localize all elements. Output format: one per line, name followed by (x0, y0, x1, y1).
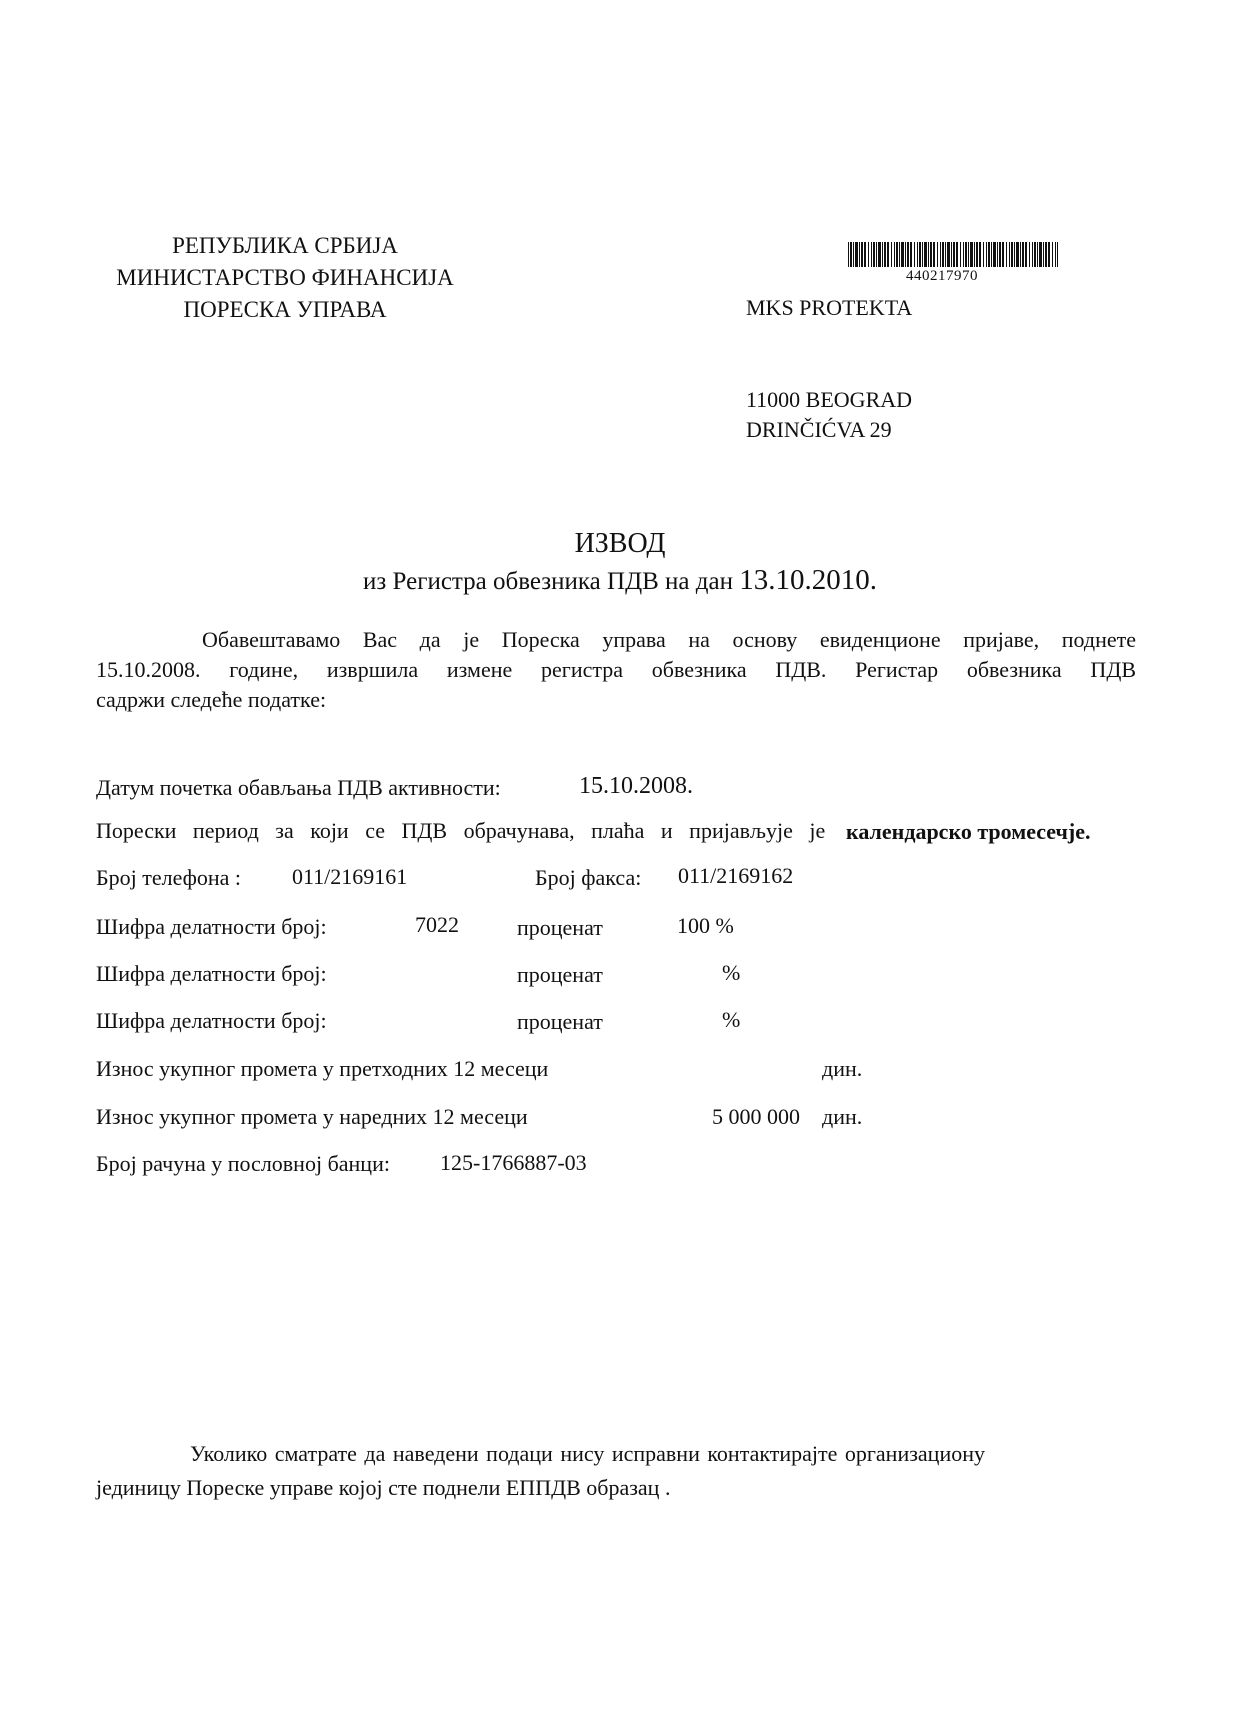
start-date-value: 15.10.2008. (579, 773, 693, 799)
recipient-city: 11000 BEOGRAD (746, 387, 913, 412)
turnover-next-label: Износ укупног промета у наредних 12 месеци (96, 1104, 528, 1129)
tax-period-value: календарско тромесечје. (846, 819, 1091, 844)
sender-line-republic: РЕПУБЛИКА СРБИЈА (172, 233, 398, 258)
document-subtitle (0, 564, 1240, 597)
footer-line-2: јединицу Пореске управе којој сте поднели ЕППДВ образац . (96, 1475, 671, 1500)
activity-row-2-percent-value: % (722, 960, 741, 985)
activity-row-1-label: Шифра делатности број: (96, 914, 327, 939)
turnover-prev-unit: дин. (822, 1056, 863, 1081)
activity-row-3-percent-label: проценат (517, 1009, 603, 1034)
activity-row-1-percent-label: проценат (517, 915, 603, 940)
start-date-label: Датум почетка обављања ПДВ активности: (96, 775, 501, 800)
barcode-icon (848, 242, 1058, 267)
sender-line-ministry: МИНИСТАРСТВО ФИНАНСИЈА (116, 265, 454, 290)
fax-value: 011/2169162 (678, 863, 794, 888)
tax-period-label: Порески период за који се ПДВ обрачунава, плаћа и пријављује је (96, 818, 826, 843)
subtitle-text: из Регистра обвезника ПДВ на дан (363, 568, 733, 595)
turnover-next-unit: дин. (822, 1104, 863, 1129)
footer-paragraph (96, 1437, 1100, 1505)
bank-account-label: Број рачуна у пословној банци: (96, 1151, 390, 1176)
turnover-prev-label: Износ укупног промета у претходних 12 месеци (96, 1056, 549, 1081)
phone-label: Број телефона : (96, 865, 242, 890)
recipient-name: MKS PROTEKTA (746, 295, 913, 320)
footer-line-1: Уколико сматрате да наведени подаци нису исправни контактирајте организациону (190, 1441, 985, 1466)
turnover-next-value: 5 000 000 (712, 1104, 800, 1129)
phone-value: 011/2169161 (292, 864, 408, 889)
activity-row-3-percent-value: % (722, 1007, 741, 1032)
subtitle-date: 13.10.2010. (739, 564, 877, 596)
activity-row-2-percent-label: проценат (517, 962, 603, 987)
sender-line-tax-authority: ПОРЕСКА УПРАВА (183, 297, 387, 322)
bank-account-value: 125-1766887-03 (440, 1150, 587, 1175)
recipient-street: DRINČIĆVA 29 (746, 417, 892, 442)
intro-line-3: садржи следеће податке: (96, 687, 327, 712)
intro-paragraph (96, 625, 1136, 715)
barcode-number: 440217970 (906, 268, 978, 284)
intro-line-2: 15.10.2008. године, извршила измене регистра обвезника ПДВ. Регистар обвезника ПДВ (96, 657, 1136, 682)
activity-row-1-code: 7022 (415, 912, 459, 937)
activity-row-1-percent-value: 100 % (677, 913, 734, 938)
sender-block (0, 230, 570, 326)
intro-line-1: Обавештавамо Вас да је Пореска управа на основу евиденционе пријаве, поднете (202, 627, 1136, 652)
document-title: ИЗВОД (574, 528, 666, 559)
activity-row-3-label: Шифра делатности број: (96, 1008, 327, 1033)
fax-label: Број факса: (535, 865, 642, 890)
activity-row-2-label: Шифра делатности број: (96, 961, 327, 986)
